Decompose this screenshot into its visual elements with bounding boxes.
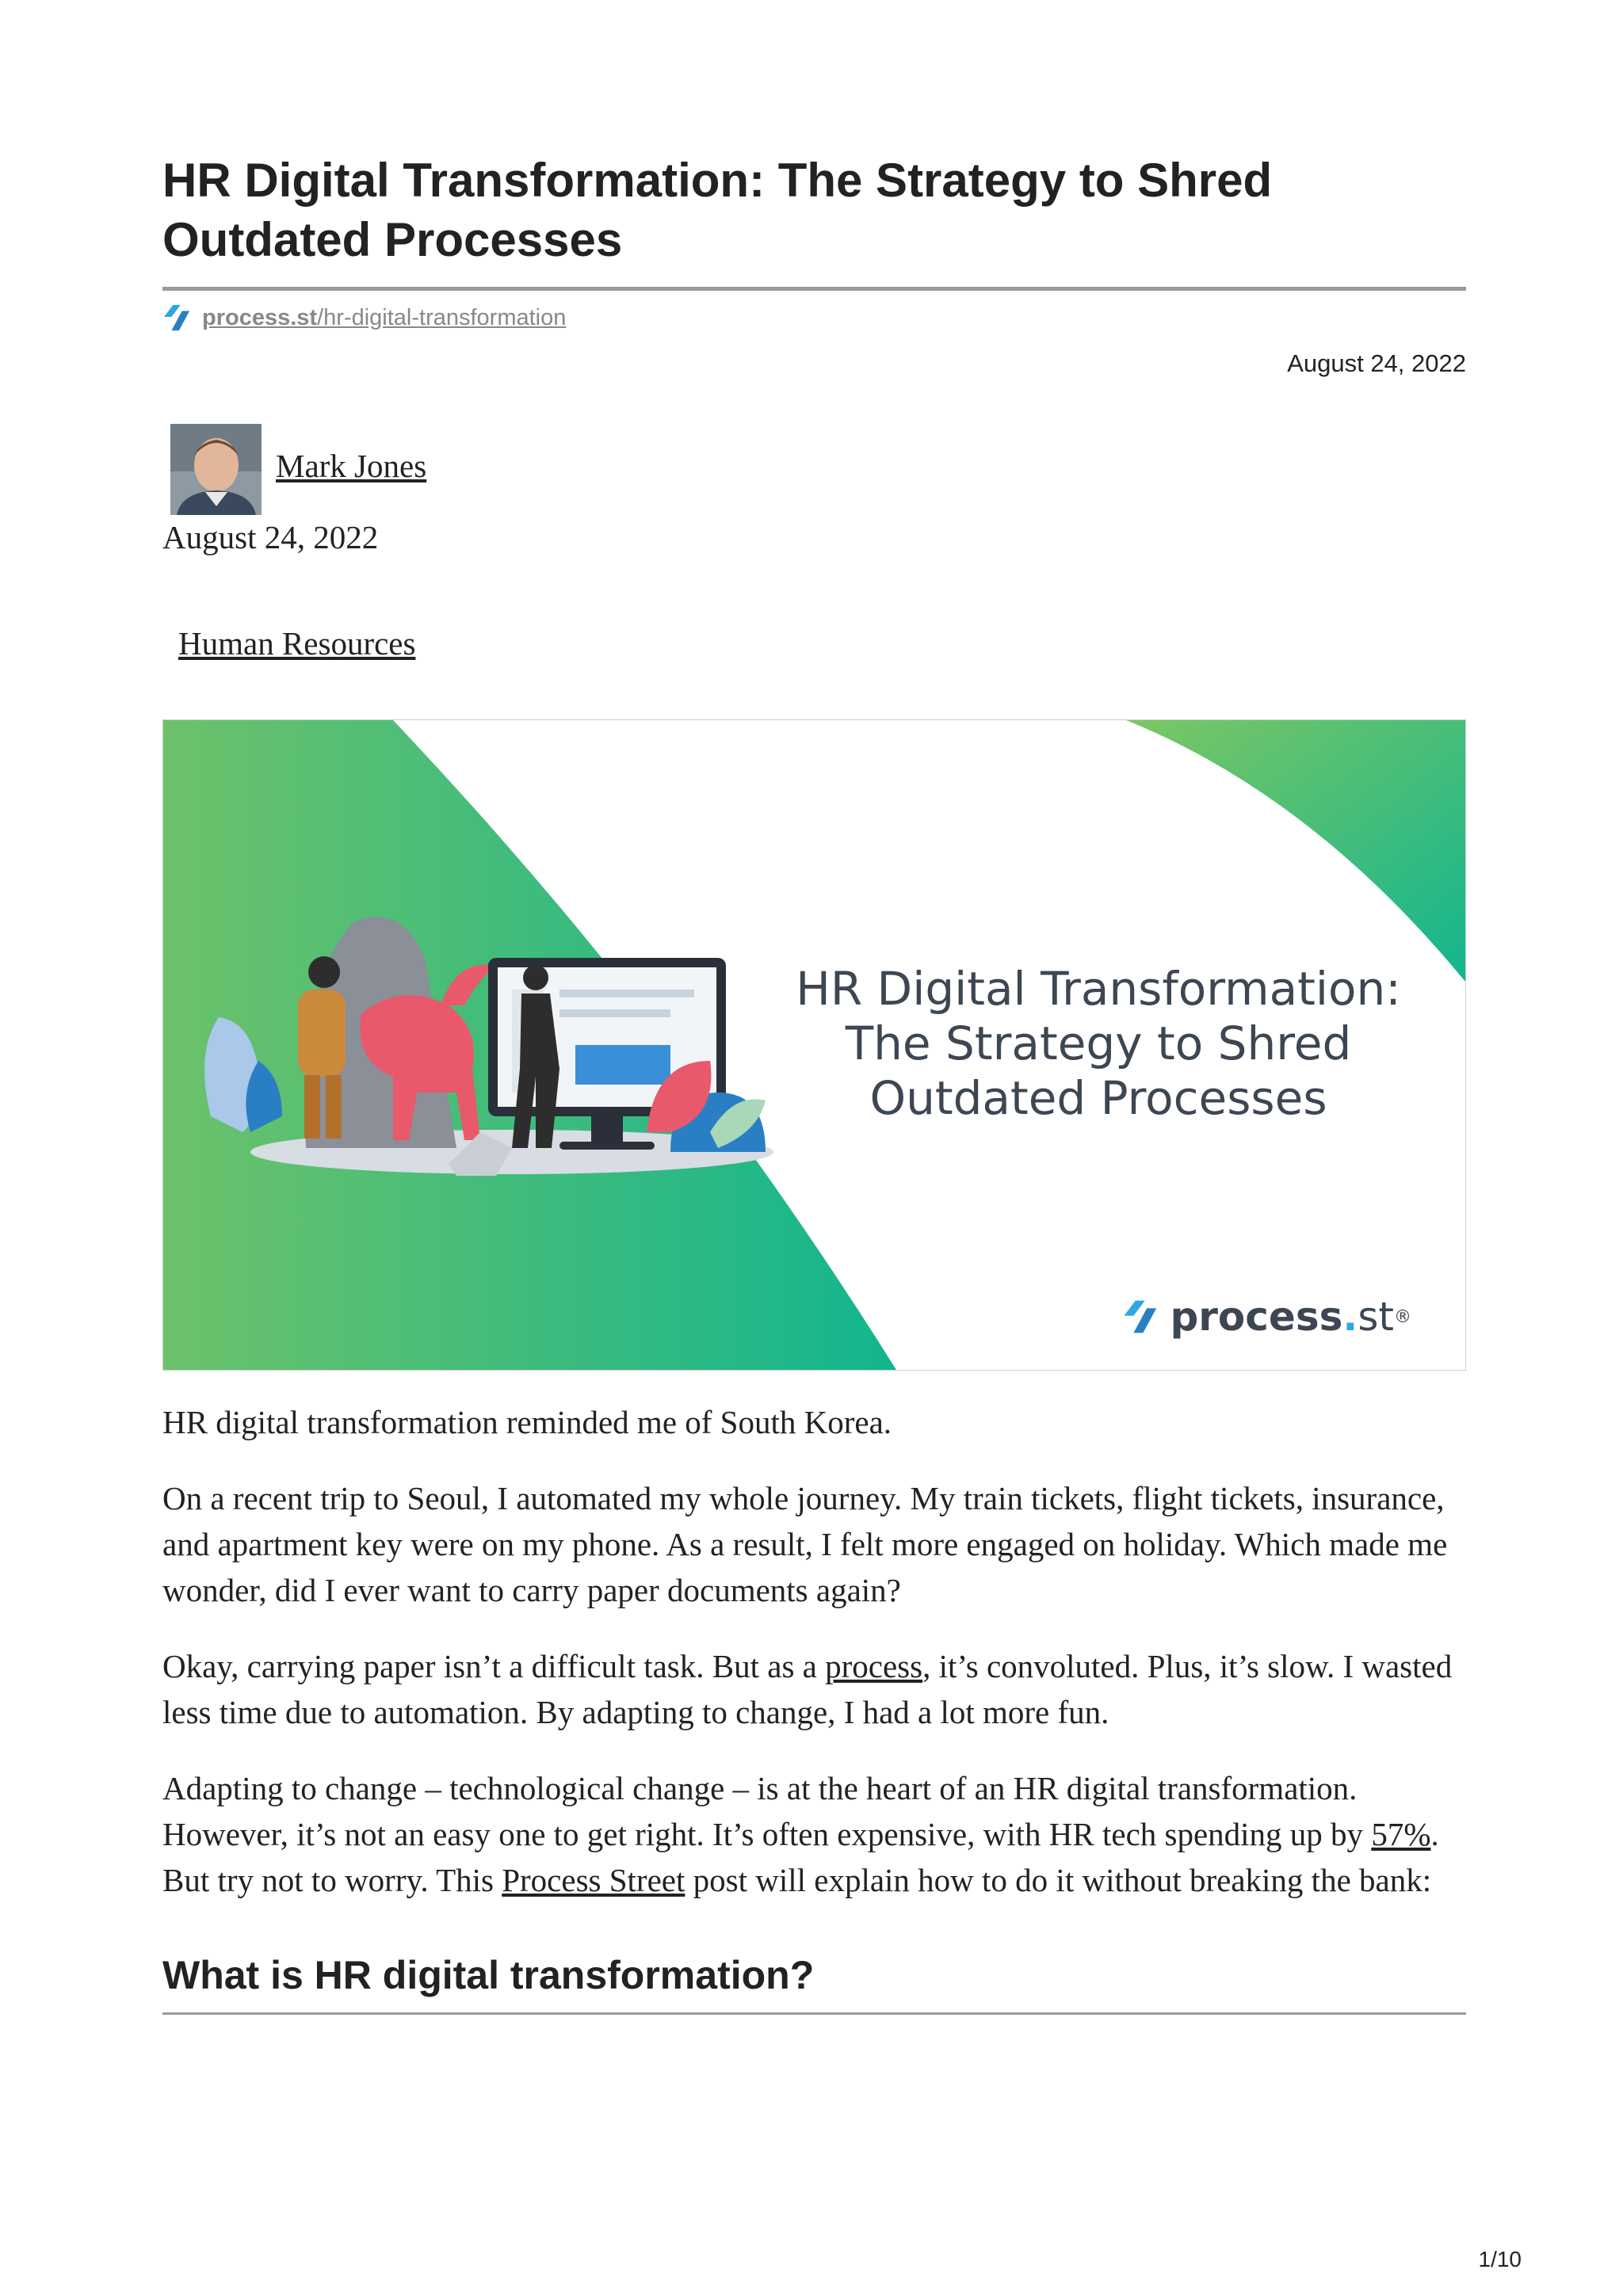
source-link-row: [162, 303, 1466, 332]
author-block: [170, 424, 1466, 515]
process-street-logo-icon: [1122, 1299, 1160, 1335]
paragraph-4-text-a: Adapting to change – technological change – is at the heart of an HR digital transformation. However, it’s not an easy one to get right. It’s often expensive, with HR tech spending up by: [162, 1770, 1372, 1852]
paragraph-3-text-b: , it’s convoluted. Plus, it’s slow. I wasted less time due to automation. By adapting to change, I had a lot more fun.: [162, 1648, 1453, 1730]
paragraph-4: [162, 1765, 1466, 1903]
author-avatar: [170, 424, 262, 515]
hero-logo-dot: .: [1342, 1294, 1358, 1340]
hero-logo-mark: ®: [1394, 1306, 1411, 1327]
article-body: [162, 1399, 1466, 2015]
hero-logo-tld: st: [1358, 1294, 1394, 1340]
title-divider: [162, 287, 1466, 291]
paragraph-4-text-b: . But try not to worry. This: [162, 1816, 1439, 1898]
section-divider: [162, 2012, 1466, 2015]
article-title: HR Digital Transformation: The Strategy to Shred Outdated Processes: [162, 154, 1273, 266]
category-link[interactable]: Human Resources: [178, 625, 416, 662]
section-heading: What is HR digital transformation?: [162, 1953, 815, 1997]
statistic-link[interactable]: 57%: [1371, 1816, 1431, 1852]
source-link[interactable]: [202, 305, 566, 331]
paragraph-4-text-c: post will explain how to do it without breaking the bank:: [685, 1862, 1432, 1898]
saved-date: August 24, 2022: [1287, 349, 1466, 377]
source-path: /hr-digital-transformation: [317, 304, 567, 330]
hero-logo-main: process: [1170, 1294, 1343, 1340]
publish-date: August 24, 2022: [162, 519, 379, 555]
hero-image: [162, 719, 1466, 1371]
source-domain: process.st: [202, 304, 318, 330]
paragraph-3: [162, 1643, 1466, 1735]
process-link[interactable]: process: [825, 1648, 923, 1684]
hero-title: HR Digital Transformation: The Strategy to Shred Outdated Processes: [796, 962, 1401, 1125]
process-street-logo-icon: [162, 303, 193, 332]
author-name-link[interactable]: Mark Jones: [276, 448, 427, 484]
article-page: [162, 151, 1466, 2015]
page-number: 1/10: [1478, 2247, 1522, 2271]
process-street-link[interactable]: Process Street: [502, 1862, 685, 1898]
hero-logo: [1122, 1294, 1411, 1340]
paragraph-2: On a recent trip to Seoul, I automated my whole journey. My train tickets, flight tickets, insurance, and apartment key were on my phone. As a result, I felt more engaged on holiday. Which made me wonder, did I ever want to carry paper documents again?: [162, 1480, 1448, 1608]
paragraph-1: HR digital transformation reminded me of South Korea.: [162, 1404, 892, 1440]
paragraph-3-text-a: Okay, carrying paper isn’t a difficult task. But as a: [162, 1648, 826, 1684]
